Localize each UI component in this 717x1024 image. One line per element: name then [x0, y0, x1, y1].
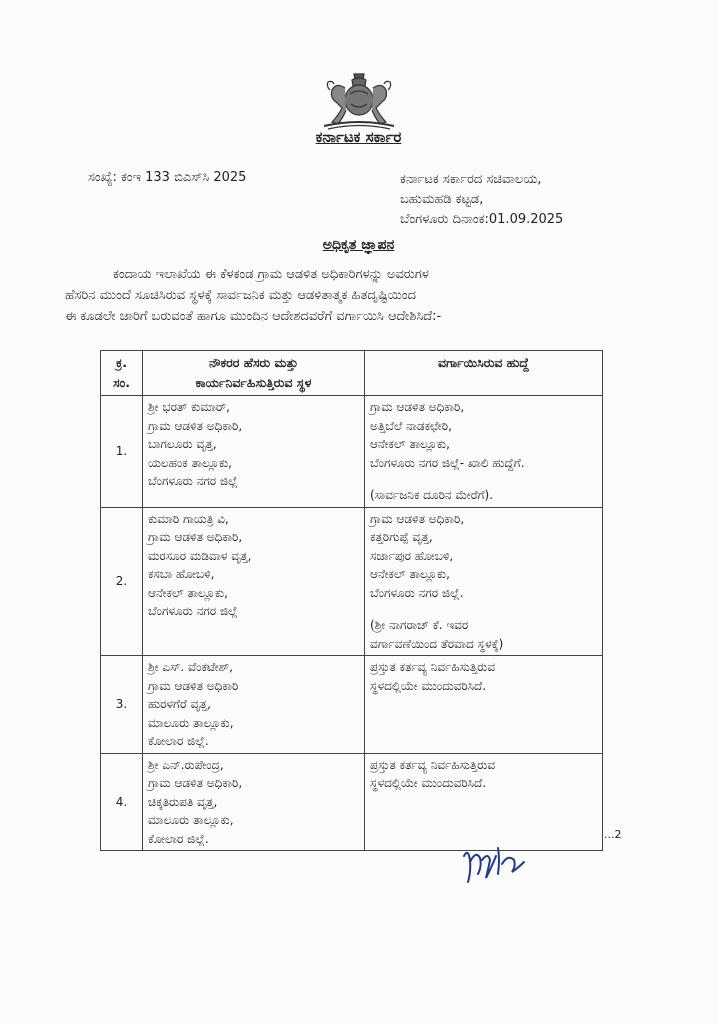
order-paragraph: [65, 264, 665, 327]
employee-detail-line: ಶ್ರೀ ಎಸ್. ವೆಂಕಟೇಶ್,: [148, 660, 233, 674]
employee-detail-line: ಶ್ರೀ ಎನ್.ರುಪೇಂದ್ರ,: [148, 757, 224, 772]
employee-detail-line: ಮಾಲೂರು ತಾಲ್ಲೂಕು,: [148, 715, 234, 730]
office-address: [400, 170, 563, 230]
employee-detail-line: ಆನೇಕಲ್ ತಾಲ್ಲೂಕು,: [148, 585, 228, 600]
employee-detail-line: ಕಸಬಾ ಹೋಬಳಿ,: [148, 567, 215, 581]
header-transferred-post: [365, 351, 603, 396]
transferred-post-cell: [365, 396, 603, 508]
employee-detail-line: ಕೋಲಾರ ಜಿಲ್ಲೆ.: [148, 734, 209, 748]
memorandum-title: ಅಧಿಕೃತ ಜ್ಞಾಪನ: [322, 237, 395, 253]
employee-detail-line: ಹುರಳಗೆರೆ ವೃತ್ತ,: [148, 697, 211, 711]
post-detail-line: ಆನೇಕಲ್ ತಾಲ್ಲೂಕು,: [370, 567, 450, 581]
table-row: [101, 656, 603, 754]
header-employee-name: [143, 351, 365, 396]
page-continuation: ...2: [604, 828, 622, 841]
employee-detail-line: ಗ್ರಾಮ ಆಡಳಿತ ಅಧಿಕಾರಿ: [148, 678, 239, 693]
table-row: [101, 753, 603, 851]
header-text: ಕ್ರ.: [116, 355, 127, 370]
transfer-note: [370, 486, 597, 505]
employee-detail-line: ಬಾಗಲೂರು ವೃತ್ತ,: [148, 437, 217, 451]
table-row: [101, 507, 603, 656]
employee-detail-line: ಮಾಲೂರು ತಾಲ್ಲೂಕು,: [148, 813, 234, 827]
post-detail-line: ಗ್ರಾಮ ಆಡಳಿತ ಅಧಿಕಾರಿ,: [370, 511, 465, 526]
employee-detail-line: ಗ್ರಾಮ ಆಡಳಿತ ಅಧಿಕಾರಿ,: [148, 418, 243, 433]
reference-number: ಸಂಖ್ಯೆ: ಕಂಇ 133 ಬಿಎಸ್‌ಸಿ 2025: [88, 170, 247, 185]
post-detail-line: ಬೆಂಗಳೂರು ನಗರ ಜಿಲ್ಲೆ- ಖಾಲಿ ಹುದ್ದೆಗೆ.: [370, 455, 525, 470]
post-detail-line: ಪ್ರಸ್ತುತ ಕರ್ತವ್ಯ ನಿರ್ವಹಿಸುತ್ತಿರುವ: [370, 757, 496, 772]
employee-details-cell: [143, 507, 365, 656]
employee-detail-line: ಚಿಕ್ಕತಿರುಪತಿ ವೃತ್ತ,: [148, 794, 218, 809]
header-serial-number: [101, 351, 143, 396]
signature-icon: [458, 838, 538, 888]
transferred-post-cell: [365, 507, 603, 656]
post-detail-line: ಸರ್ಜಾಪುರ ಹೋಬಳಿ,: [370, 548, 454, 563]
employee-detail-line: ಮರಸೂರ ಮಡಿವಾಳ ವೃತ್ತ,: [148, 548, 252, 563]
header-text: ವರ್ಗಾಯಿಸಿರುವ ಹುದ್ದೆ: [437, 355, 530, 370]
address-line: ಬಹುಮಹಡಿ ಕಟ್ಟಡ,: [400, 192, 484, 207]
employee-details-cell: [143, 396, 365, 508]
employee-detail-line: ಬೆಂಗಳೂರು ನಗರ ಜಿಲ್ಲೆ: [148, 604, 238, 618]
note-line: ವರ್ಗಾವಣೆಯಿಂದ ತೆರವಾದ ಸ್ಥಳಕ್ಕೆ): [370, 636, 504, 651]
post-detail-line: ಸ್ಥಳದಲ್ಲಿಯೇ ಮುಂದುವರಿಸಿದೆ.: [370, 678, 487, 693]
header-text: ಸಂ.: [113, 375, 130, 390]
post-detail-line: ಗ್ರಾಮ ಆಡಳಿತ ಅಧಿಕಾರಿ,: [370, 400, 465, 414]
address-line: ಕರ್ನಾಟಕ ಸರ್ಕಾರದ ಸಚಿವಾಲಯ,: [400, 172, 542, 187]
serial-number-cell: 2.: [101, 507, 143, 656]
serial-number-cell: 4.: [101, 753, 143, 851]
post-detail-line: ಸ್ಥಳದಲ್ಲಿಯೇ ಮುಂದುವರಿಸಿದೆ.: [370, 776, 487, 790]
state-emblem-icon: [316, 68, 402, 130]
post-detail-line: ಕತ್ತರಿಗುಪ್ಪೆ ವೃತ್ತ,: [370, 530, 433, 544]
employee-detail-line: ಬೆಂಗಳೂರು ನಗರ ಜಿಲ್ಲೆ: [148, 474, 238, 488]
note-line: (ಸಾರ್ವಜನಿಕ ದೂರಿನ ಮೇರೆಗೆ).: [370, 488, 494, 502]
employee-detail-line: ಶ್ರೀ ಭರತ್ ಕುಮಾರ್,: [148, 400, 230, 414]
paragraph-line: ಈ ಕೂಡಲೇ ಜಾರಿಗೆ ಬರುವಂತೆ ಹಾಗೂ ಮುಂದಿನ ಆದೇಶದವರೆಗೆ ವರ್ಗಾಯಿಸಿ ಆದೇಶಿಸಿದೆ:-: [65, 309, 442, 324]
government-title: ಕರ್ನಾಟಕ ಸರ್ಕಾರ: [315, 128, 402, 146]
table-row: [101, 396, 603, 508]
header-text: ಕಾರ್ಯನಿರ್ವಹಿಸುತ್ತಿರುವ ಸ್ಥಳ: [195, 375, 312, 390]
transfer-table: [100, 350, 603, 851]
address-line: ಬೆಂಗಳೂರು ದಿನಾಂಕ:01.09.2025: [400, 212, 564, 227]
serial-number-cell: 3.: [101, 656, 143, 754]
post-detail-line: ಆನೇಕಲ್ ತಾಲ್ಲೂಕು,: [370, 437, 450, 451]
employee-detail-line: ಕುಮಾರಿ ಗಾಯತ್ರಿ ವಿ,: [148, 511, 229, 526]
transferred-post-cell: [365, 753, 603, 851]
employee-detail-line: ಗ್ರಾಮ ಆಡಳಿತ ಅಧಿಕಾರಿ,: [148, 530, 243, 544]
post-detail-line: ಅತ್ತಿಬೆಲೆ ನಾಡಕಛೇರಿ,: [370, 418, 452, 433]
table-header-row: [101, 351, 603, 396]
transferred-post-cell: [365, 656, 603, 754]
paragraph-line: ಕಂದಾಯ ಇಲಾಖೆಯ ಈ ಕೆಳಕಂಡ ಗ್ರಾಮ ಆಡಳಿತ ಅಧಿಕಾರಿಗಳನ್ನು ಅವರುಗಳ: [113, 267, 429, 282]
header-text: ನೌಕರರ ಹೆಸರು ಮತ್ತು: [208, 355, 299, 370]
paragraph-line: ಹೆಸರಿನ ಮುಂದೆ ಸೂಚಿಸಿರುವ ಸ್ಥಳಕ್ಕೆ ಸಾರ್ವಜನಿಕ ಮತ್ತು ಆಡಳಿತಾತ್ಮಕ ಹಿತದೃಷ್ಟಿಯಿಂದ: [65, 288, 416, 303]
post-detail-line: ಬೆಂಗಳೂರು ನಗರ ಜಿಲ್ಲೆ.: [370, 585, 464, 600]
note-line: (ಶ್ರೀ ನಾಗರಾಜ್ ಕೆ. ಇವರ: [370, 618, 469, 632]
employee-detail-line: ಯಲಹಂಕ ತಾಲ್ಲೂಕು,: [148, 455, 232, 470]
transfer-note: [370, 616, 597, 653]
employee-detail-line: ಗ್ರಾಮ ಆಡಳಿತ ಅಧಿಕಾರಿ,: [148, 776, 243, 790]
employee-details-cell: [143, 753, 365, 851]
employee-detail-line: ಕೋಲಾರ ಜಿಲ್ಲೆ.: [148, 831, 209, 846]
serial-number-cell: 1.: [101, 396, 143, 508]
post-detail-line: ಪ್ರಸ್ತುತ ಕರ್ತವ್ಯ ನಿರ್ವಹಿಸುತ್ತಿರುವ: [370, 660, 496, 674]
employee-details-cell: [143, 656, 365, 754]
